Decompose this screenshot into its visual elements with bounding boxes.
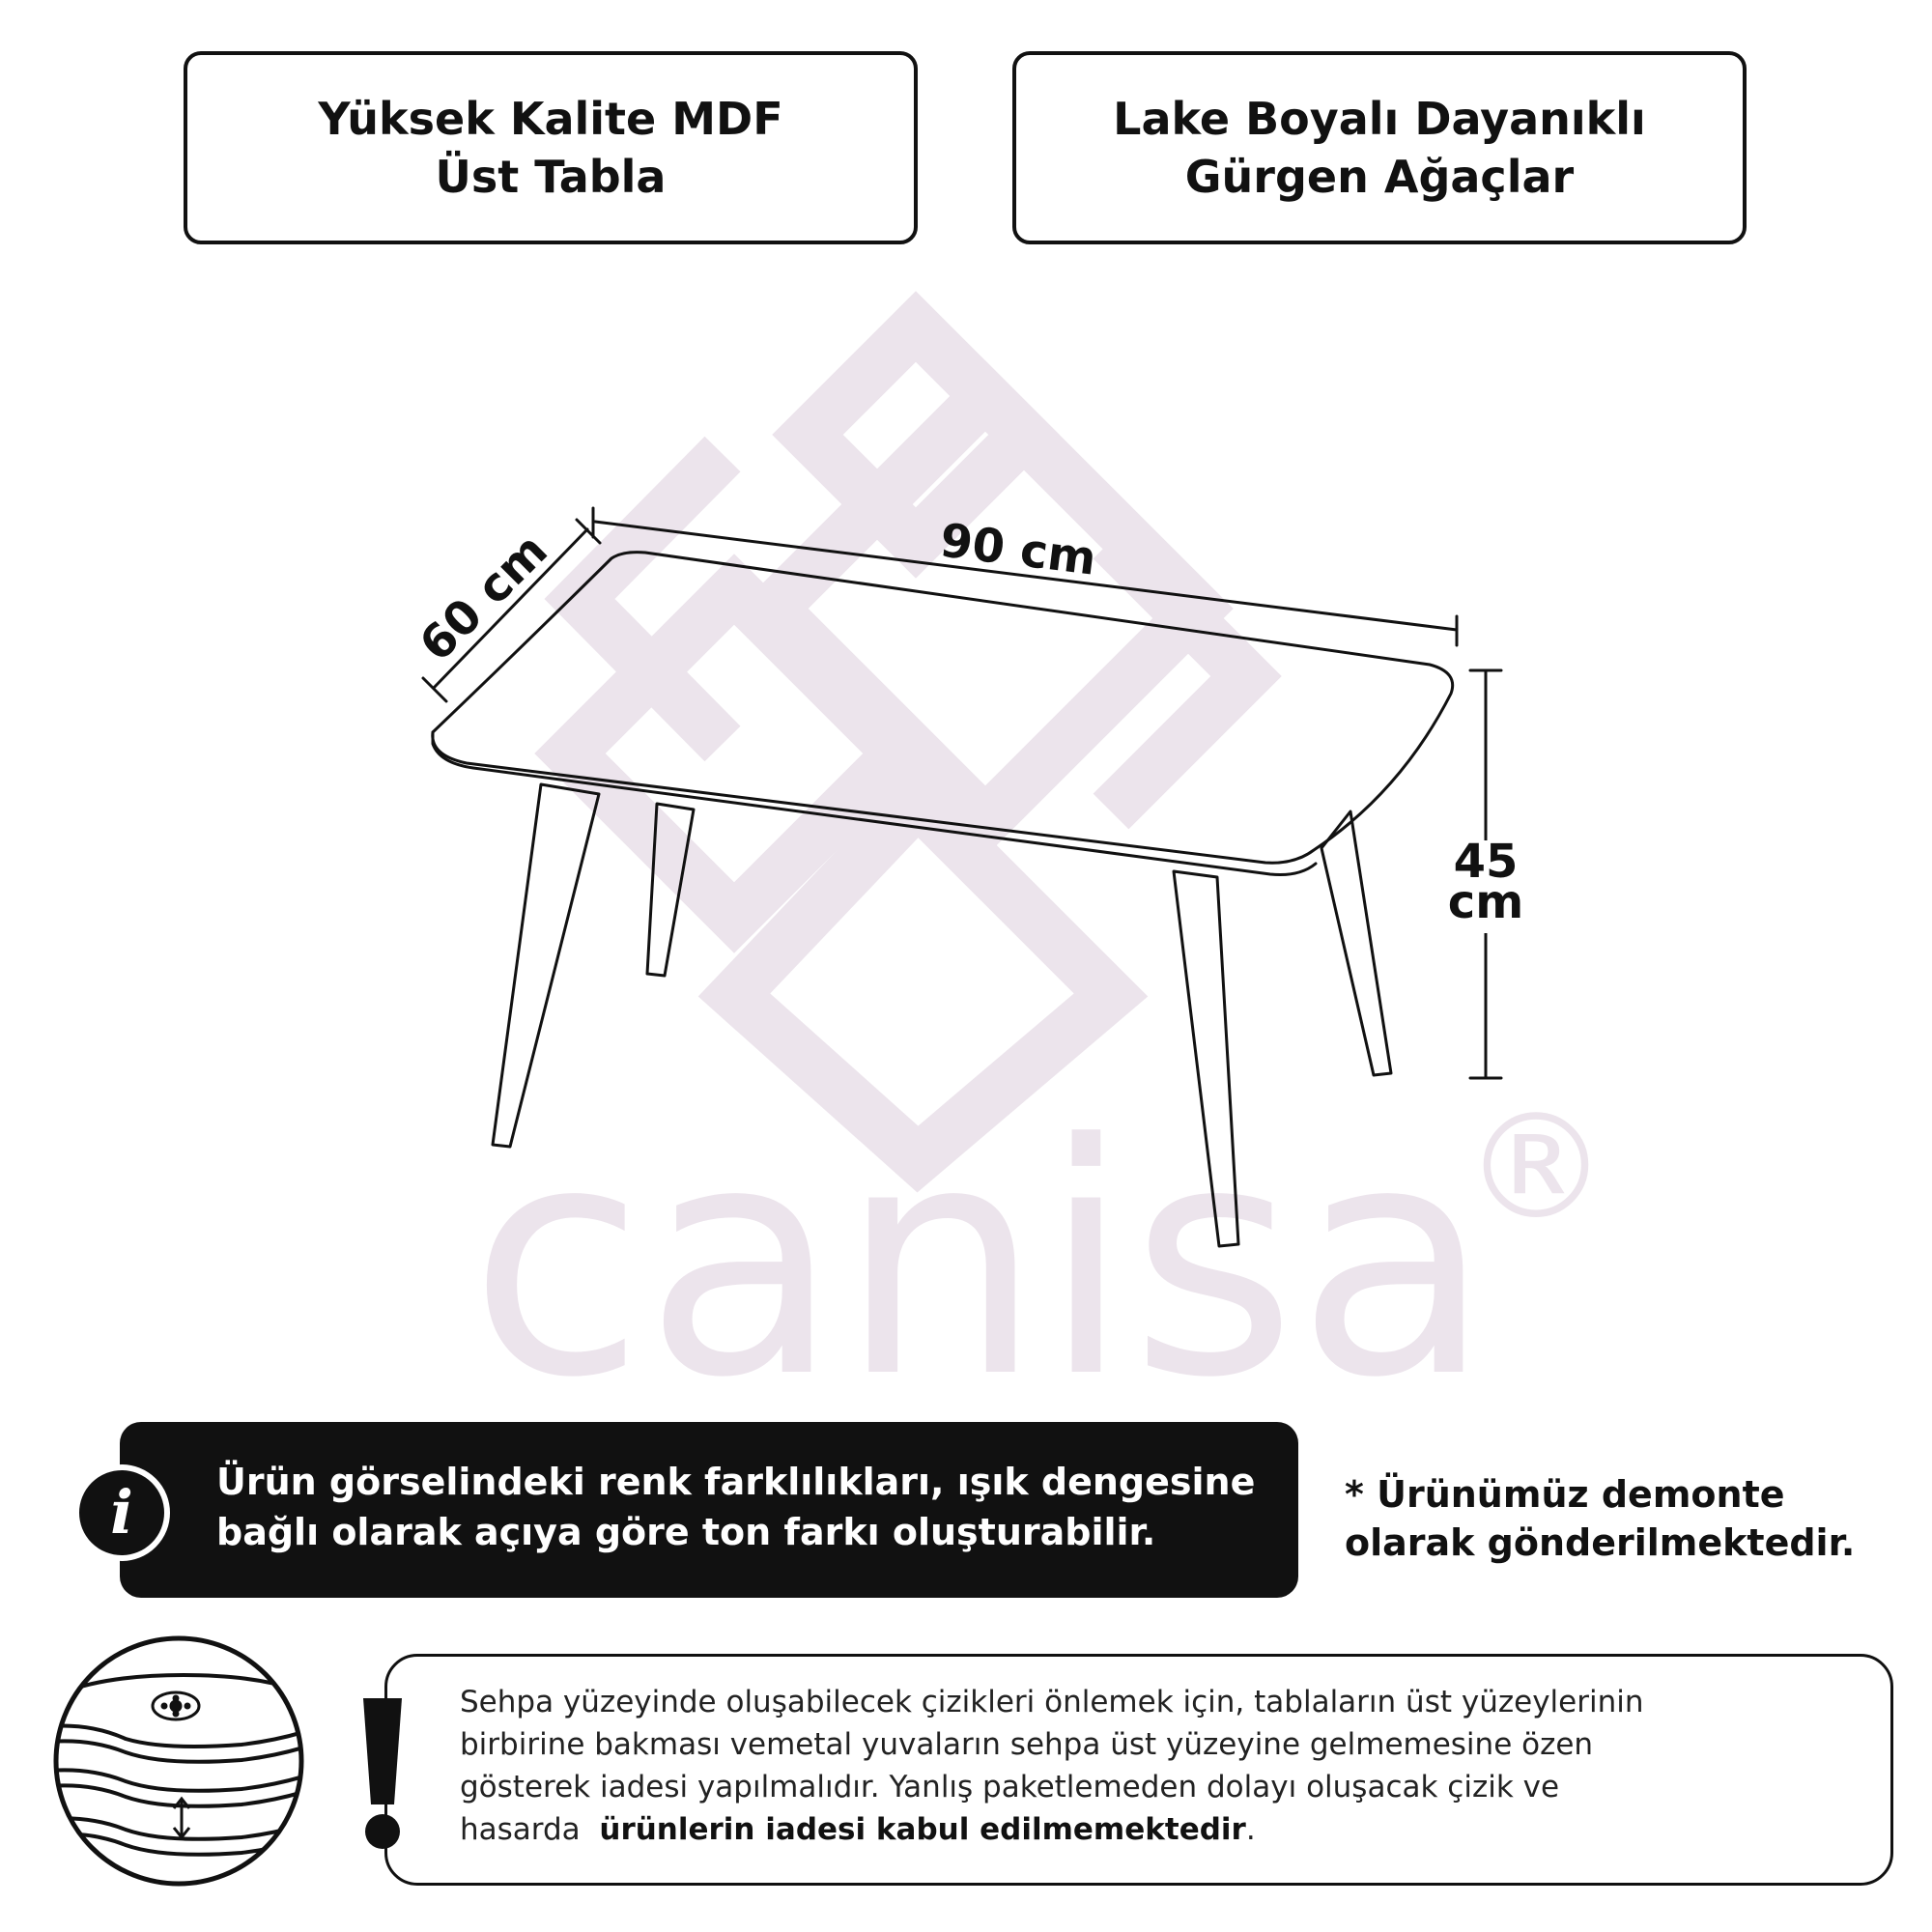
feature-wood-line2: Gürgen Ağaçlar xyxy=(1184,151,1575,203)
leg-front-right xyxy=(1174,871,1238,1246)
width-label: 90 cm xyxy=(937,513,1099,586)
warning-line4-bold: ürünlerin iadesi kabul edilmemektedir xyxy=(599,1812,1246,1847)
tabletop-outline xyxy=(433,553,1453,864)
warning-line4-suffix: . xyxy=(1245,1812,1256,1847)
assembly-note xyxy=(1345,1470,1924,1567)
info-text-line2: bağlı olarak açıya göre ton farkı oluşturabilir. xyxy=(216,1511,1156,1553)
info-banner xyxy=(120,1422,1298,1598)
assembly-note-line2: olarak gönderilmektedir. xyxy=(1345,1521,1856,1564)
exclamation-icon xyxy=(355,1698,410,1853)
watermark-brand-text: canisa xyxy=(469,1076,1492,1401)
height-value-label: 45 xyxy=(1453,835,1519,889)
leg-front-left xyxy=(493,784,599,1147)
warning-line3: gösterek iadesi yapılmalıdır. Yanlış paketlemeden dolayı oluşacak çizik ve xyxy=(460,1770,1560,1804)
info-icon-glyph: i xyxy=(110,1477,133,1548)
warning-line1: Sehpa yüzeyinde oluşabilecek çizikleri önlemek için, tablaların üst yüzeylerinin xyxy=(460,1685,1644,1719)
warning-text xyxy=(460,1681,1870,1851)
stacked-tabletops-icon xyxy=(48,1631,309,1891)
leg-back-right xyxy=(1321,811,1391,1075)
feature-mdf-line1: Yüksek Kalite MDF xyxy=(318,93,783,145)
warning-line2: birbirine bakması vemetal yuvaların sehpa üst yüzeyine gelmemesine özen xyxy=(460,1727,1594,1762)
registered-icon: ® xyxy=(1463,1084,1608,1252)
feature-mdf-line2: Üst Tabla xyxy=(435,151,667,203)
leg-back-left xyxy=(647,804,694,976)
height-unit-label: cm xyxy=(1447,875,1524,929)
feature-wood-line1: Lake Boyalı Dayanıklı xyxy=(1113,93,1646,145)
depth-label: 60 cm xyxy=(409,523,558,672)
warning-line4 xyxy=(460,1808,1870,1851)
info-icon xyxy=(73,1464,170,1561)
info-text-line1: Ürün görselindeki renk farklılıkları, ışık dengesine xyxy=(216,1461,1256,1503)
assembly-note-line1: * Ürünümüz demonte xyxy=(1345,1473,1785,1516)
warning-line4-prefix: hasarda xyxy=(460,1812,600,1847)
